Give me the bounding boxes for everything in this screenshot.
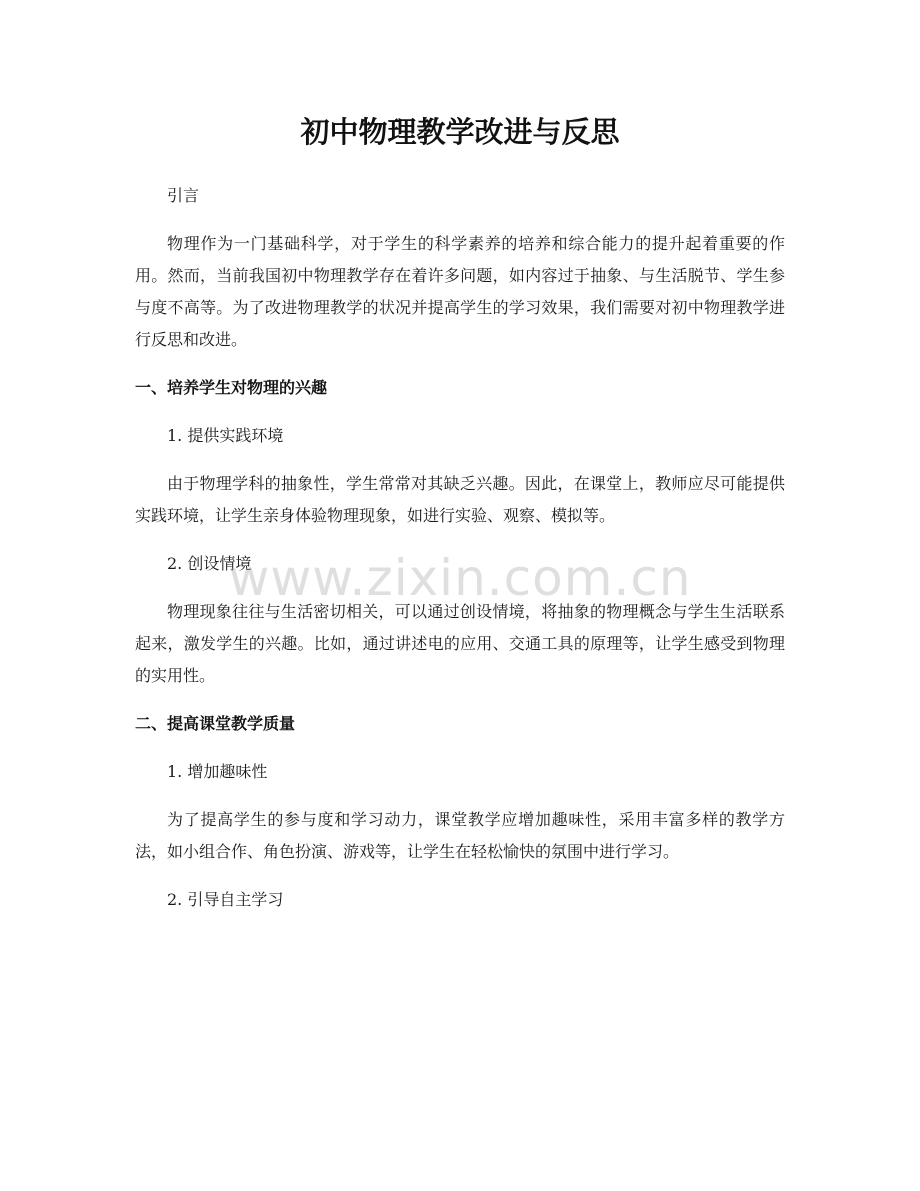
subheading-1-1: 1. 提供实践环境 [167,426,284,445]
subheading-2-1: 1. 增加趣味性 [167,762,268,781]
document-body [135,180,785,932]
paragraph-1-1: 由于物理学科的抽象性，学生常常对其缺乏兴趣。因此，在课堂上，教师应尽可能提供实践环境，让学生亲身体验物理现象，如进行实验、观察、模拟等。 [135,474,785,525]
document-title: 初中物理教学改进与反思 [300,115,620,149]
paragraph-1-2: 物理现象往往与生活密切相关，可以通过创设情境，将抽象的物理概念与学生生活联系起来，激发学生的兴趣。比如，通过讲述电的应用、交通工具的原理等，让学生感受到物理的实用性。 [135,602,785,685]
watermark: www.zixin.com.cn [228,549,692,607]
subheading-2-2: 2. 引导自主学习 [167,890,284,909]
section-heading-1: 一、培养学生对物理的兴趣 [135,378,328,397]
section-heading-2: 二、提高课堂教学质量 [135,714,296,733]
intro-label: 引言 [167,186,200,205]
subheading-1-2: 2. 创设情境 [167,554,252,573]
paragraph-intro: 物理作为一门基础科学，对于学生的科学素养的培养和综合能力的提升起着重要的作用。然而，当前我国初中物理教学存在着许多问题，如内容过于抽象、与生活脱节、学生参与度不高等。为了改进物理教学的状况并提高学生的学习效果，我们需要对初中物理教学进行反思和改进。 [135,234,785,349]
paragraph-2-1: 为了提高学生的参与度和学习动力，课堂教学应增加趣味性，采用丰富多样的教学方法，如小组合作、角色扮演、游戏等，让学生在轻松愉快的氛围中进行学习。 [135,810,785,861]
